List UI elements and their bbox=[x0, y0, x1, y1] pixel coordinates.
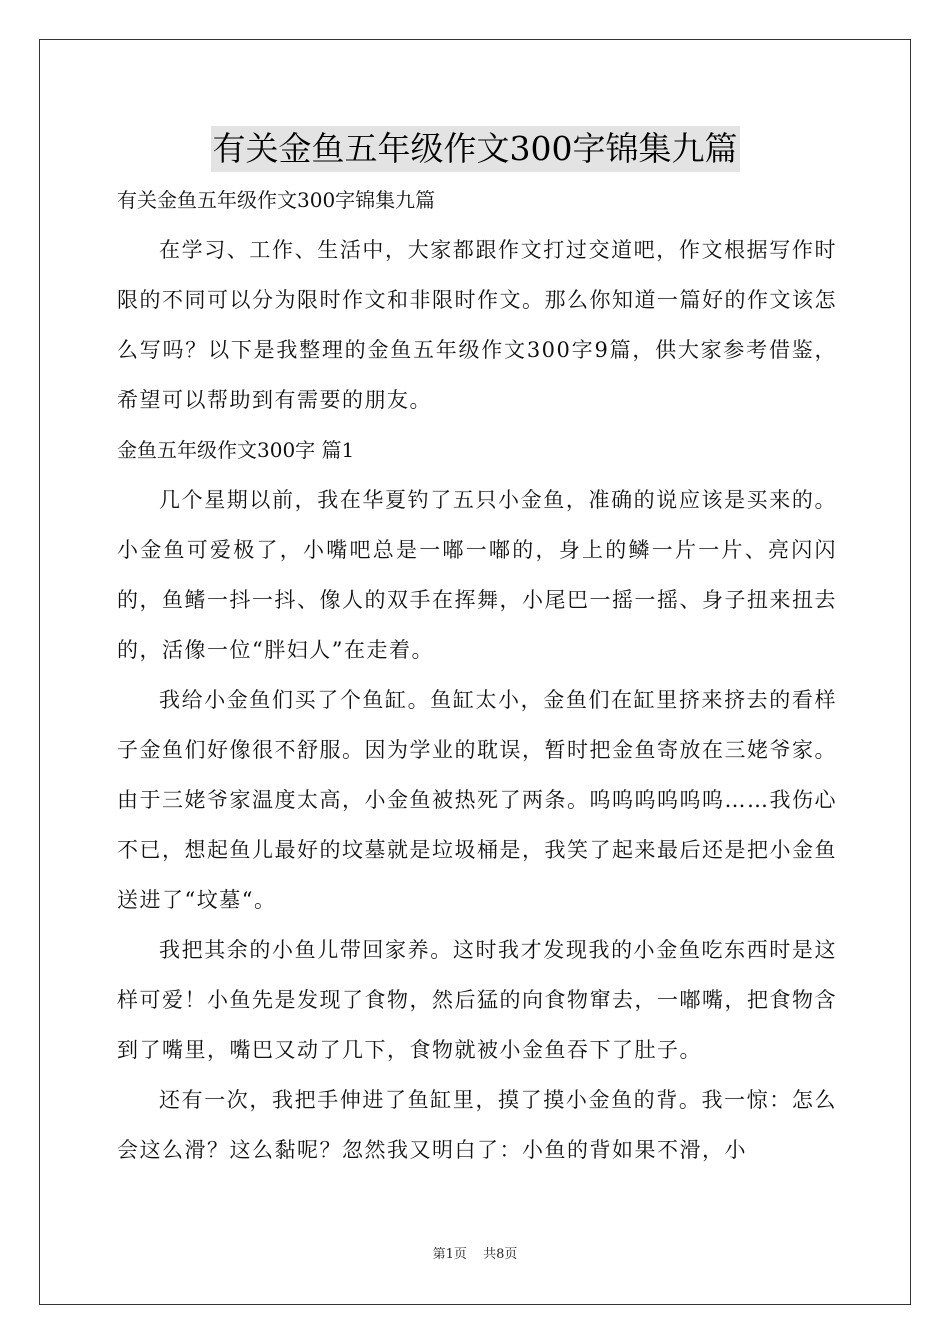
body-paragraph: 我把其余的小鱼儿带回家养。这时我才发现我的小金鱼吃东西时是这样可爱！小鱼先是发现了食物，然后猛的向食物窜去，一嘟嘴，把食物含到了嘴里，嘴巴又动了几下，食物就被小金鱼吞下了肚子。 bbox=[117, 938, 837, 1062]
page-footer bbox=[0, 1243, 950, 1262]
section-heading: 金鱼五年级作文300字 篇1 bbox=[117, 438, 355, 462]
body-paragraph: 我给小金鱼们买了个鱼缸。鱼缸太小，金鱼们在缸里挤来挤去的看样子金鱼们好像很不舒服。因为学业的耽误，暂时把金鱼寄放在三姥爷家。由于三姥爷家温度太高，小金鱼被热死了两条。呜呜呜呜呜呜……我伤心不已，想起鱼儿最好的坟墓就是垃圾桶是，我笑了起来最后还是把小金鱼送进了“坟墓“。 bbox=[117, 688, 837, 912]
title-container bbox=[0, 126, 950, 172]
page-number: 第1页 bbox=[432, 1247, 467, 1262]
page-total: 共8页 bbox=[483, 1247, 518, 1262]
intro-paragraph: 在学习、工作、生活中，大家都跟作文打过交道吧，作文根据写作时限的不同可以分为限时作文和非限时作文。那么你知道一篇好的作文该怎么写吗？以下是我整理的金鱼五年级作文300字9篇，供大家参考借鉴，希望可以帮助到有需要的朋友。 bbox=[117, 238, 837, 412]
document-subtitle: 有关金鱼五年级作文300字锦集九篇 bbox=[117, 188, 436, 212]
document-title: 有关金鱼五年级作文300字锦集九篇 bbox=[211, 126, 740, 172]
body-paragraph: 还有一次，我把手伸进了鱼缸里，摸了摸小金鱼的背。我一惊：怎么会这么滑？这么黏呢？忽然我又明白了：小鱼的背如果不滑，小 bbox=[117, 1088, 837, 1162]
document-body bbox=[117, 175, 837, 1175]
body-paragraph: 几个星期以前，我在华夏钓了五只小金鱼，准确的说应该是买来的。小金鱼可爱极了，小嘴吧总是一嘟一嘟的，身上的鳞一片一片、亮闪闪的，鱼鳍一抖一抖、像人的双手在挥舞，小尾巴一摇一摇、身子扭来扭去的，活像一位“胖妇人”在走着。 bbox=[117, 488, 837, 662]
